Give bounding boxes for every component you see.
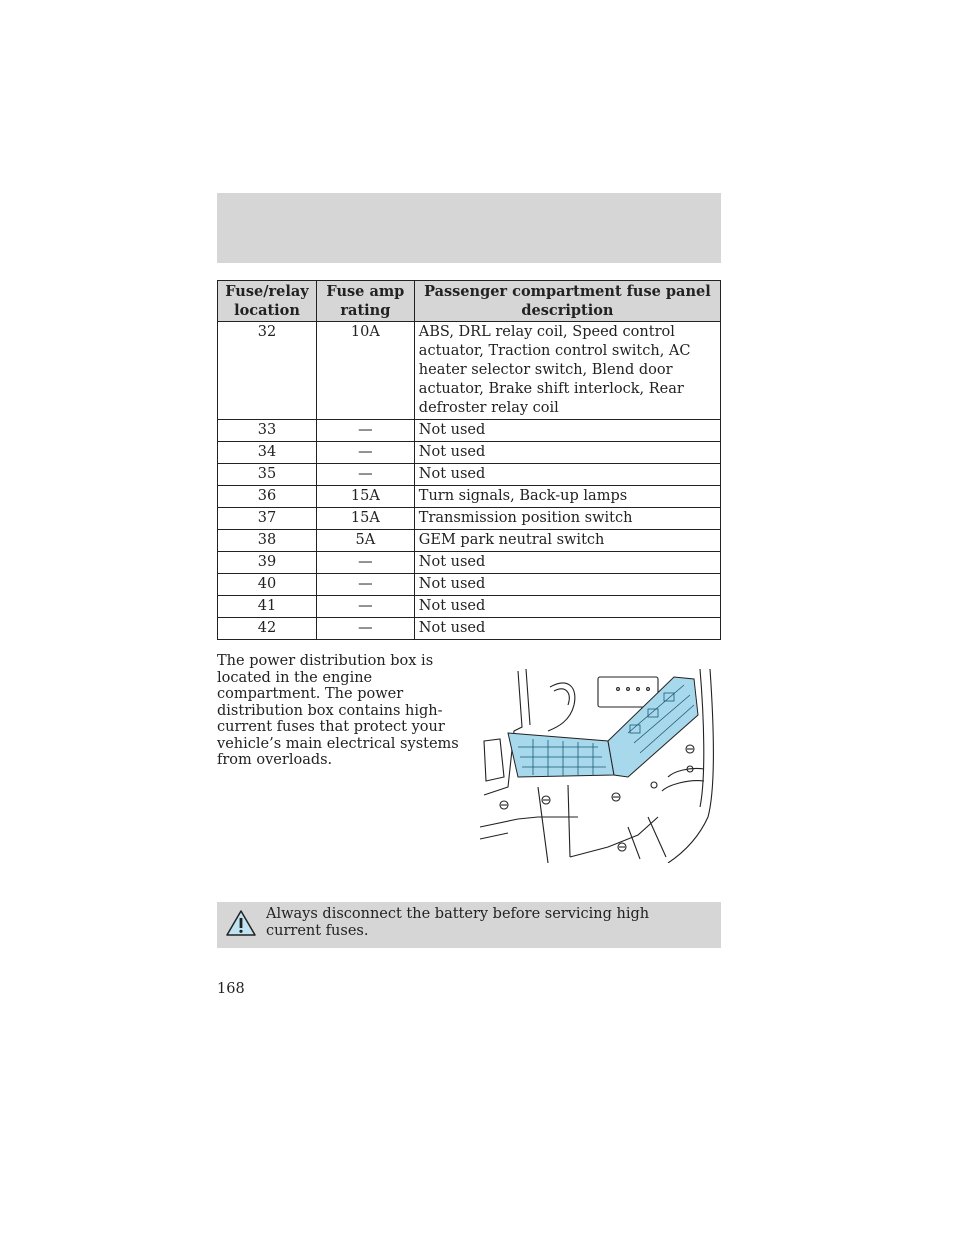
header-description: Passenger compartment fuse panel description — [414, 281, 720, 322]
warning-text: Always disconnect the battery before servicing high current fuses. — [266, 906, 650, 939]
warning-triangle-icon — [225, 909, 257, 937]
table-row — [218, 618, 721, 640]
cell-rating: 15A — [316, 486, 414, 508]
cell-location: 32 — [218, 322, 317, 420]
table-row — [218, 322, 721, 420]
table-row — [218, 486, 721, 508]
power-distribution-intro: The power distribution box is located in the engine compartment. The power distribution box contains high-current fuses that protect your vehicle’s main electrical systems from overloads. — [217, 653, 459, 768]
fuse-table — [217, 280, 721, 640]
cell-description: Turn signals, Back-up lamps — [414, 486, 720, 508]
cell-location: 42 — [218, 618, 317, 640]
table-row — [218, 420, 721, 442]
table-header-row — [218, 281, 721, 322]
cell-rating: — — [316, 420, 414, 442]
cell-description: Not used — [414, 552, 720, 574]
cell-location: 33 — [218, 420, 317, 442]
table-row — [218, 596, 721, 618]
table-row — [218, 552, 721, 574]
cell-description: ABS, DRL relay coil, Speed control actuator, Traction control switch, AC heater selector switch, Blend door actuator, Brake shift interlock, Rear defroster relay coil — [414, 322, 720, 420]
cell-rating: — — [316, 618, 414, 640]
table-row — [218, 530, 721, 552]
cell-rating: — — [316, 596, 414, 618]
warning-box — [217, 902, 721, 948]
cell-rating: 5A — [316, 530, 414, 552]
power-distribution-box-illustration-icon — [478, 667, 721, 863]
cell-location: 35 — [218, 464, 317, 486]
cell-rating: — — [316, 574, 414, 596]
cell-location: 36 — [218, 486, 317, 508]
cell-location: 39 — [218, 552, 317, 574]
cell-location: 41 — [218, 596, 317, 618]
cell-description: Not used — [414, 574, 720, 596]
table-row — [218, 508, 721, 530]
header-location: Fuse/relay location — [218, 281, 317, 322]
cell-location: 38 — [218, 530, 317, 552]
cell-description: Not used — [414, 420, 720, 442]
cell-description: Transmission position switch — [414, 508, 720, 530]
header-rating: Fuse amp rating — [316, 281, 414, 322]
cell-description: Not used — [414, 464, 720, 486]
cell-rating: 15A — [316, 508, 414, 530]
cell-rating: — — [316, 552, 414, 574]
cell-location: 37 — [218, 508, 317, 530]
table-row — [218, 574, 721, 596]
cell-rating: 10A — [316, 322, 414, 420]
cell-rating: — — [316, 464, 414, 486]
cell-description: GEM park neutral switch — [414, 530, 720, 552]
cell-location: 40 — [218, 574, 317, 596]
header-band — [217, 193, 721, 263]
cell-location: 34 — [218, 442, 317, 464]
cell-description: Not used — [414, 618, 720, 640]
cell-rating: — — [316, 442, 414, 464]
cell-description: Not used — [414, 442, 720, 464]
table-row — [218, 464, 721, 486]
cell-description: Not used — [414, 596, 720, 618]
table-row — [218, 442, 721, 464]
power-distribution-box-figure — [478, 667, 721, 863]
page-number: 168 — [217, 981, 245, 997]
